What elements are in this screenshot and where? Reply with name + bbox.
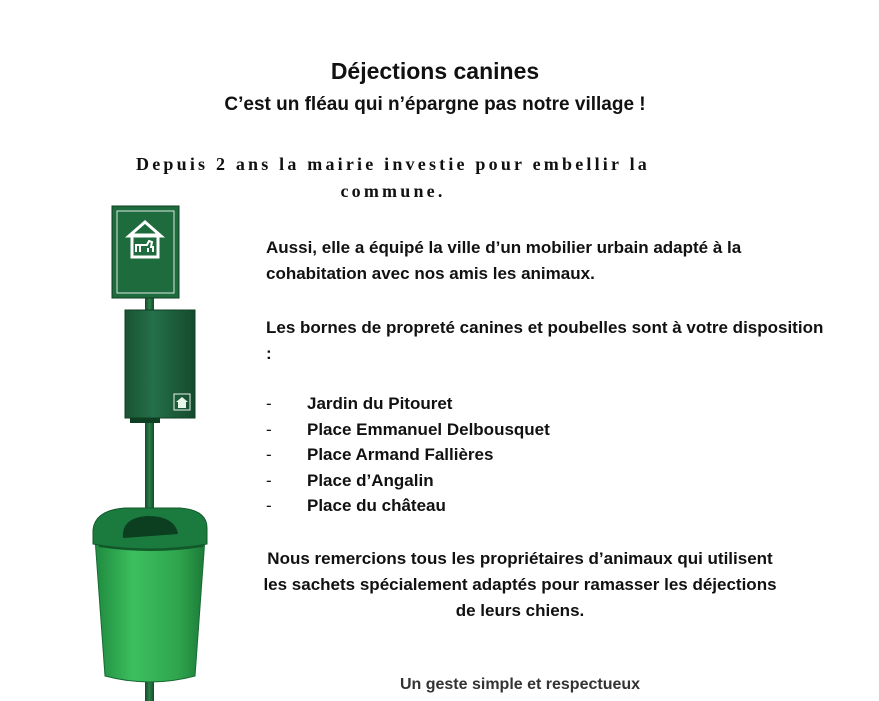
waste-bin (93, 508, 207, 682)
page-title: Déjections canines (330, 58, 540, 84)
list-marker: - (266, 470, 272, 490)
footer-slogan: Un geste simple et respectueux (399, 676, 641, 693)
page-subtitle: C’est un fléau qui n’épargne pas notre village ! (224, 94, 646, 115)
thanks-paragraph: Nous remercions tous les propriétaires d’animaux qui utilisent les sachets spécialement adaptés pour ramasser les déjections de leurs chiens. (263, 549, 777, 620)
availability-paragraph: Les bornes de propreté canines et poubelles sont à votre disposition : (266, 318, 824, 363)
intro-text: Depuis 2 ans la mairie investie pour embellir la commune. (136, 154, 650, 201)
location-label: Jardin du Pitouret (307, 394, 453, 413)
location-label: Place d’Angalin (307, 470, 434, 490)
list-marker: - (266, 419, 272, 439)
location-label: Place du château (307, 496, 446, 515)
location-label: Place Emmanuel Delbousquet (307, 419, 550, 439)
list-marker: - (266, 394, 272, 413)
list-marker: - (266, 496, 272, 515)
list-marker: - (266, 445, 272, 464)
location-label: Place Armand Fallières (307, 445, 494, 464)
sign-panel (112, 206, 179, 298)
dog-waste-station-illustration (85, 198, 220, 701)
equipment-paragraph: Aussi, elle a équipé la ville d’un mobilier urbain adapté à la cohabitation avec nos amis les animaux. (266, 238, 742, 283)
bag-dispenser (125, 310, 195, 423)
